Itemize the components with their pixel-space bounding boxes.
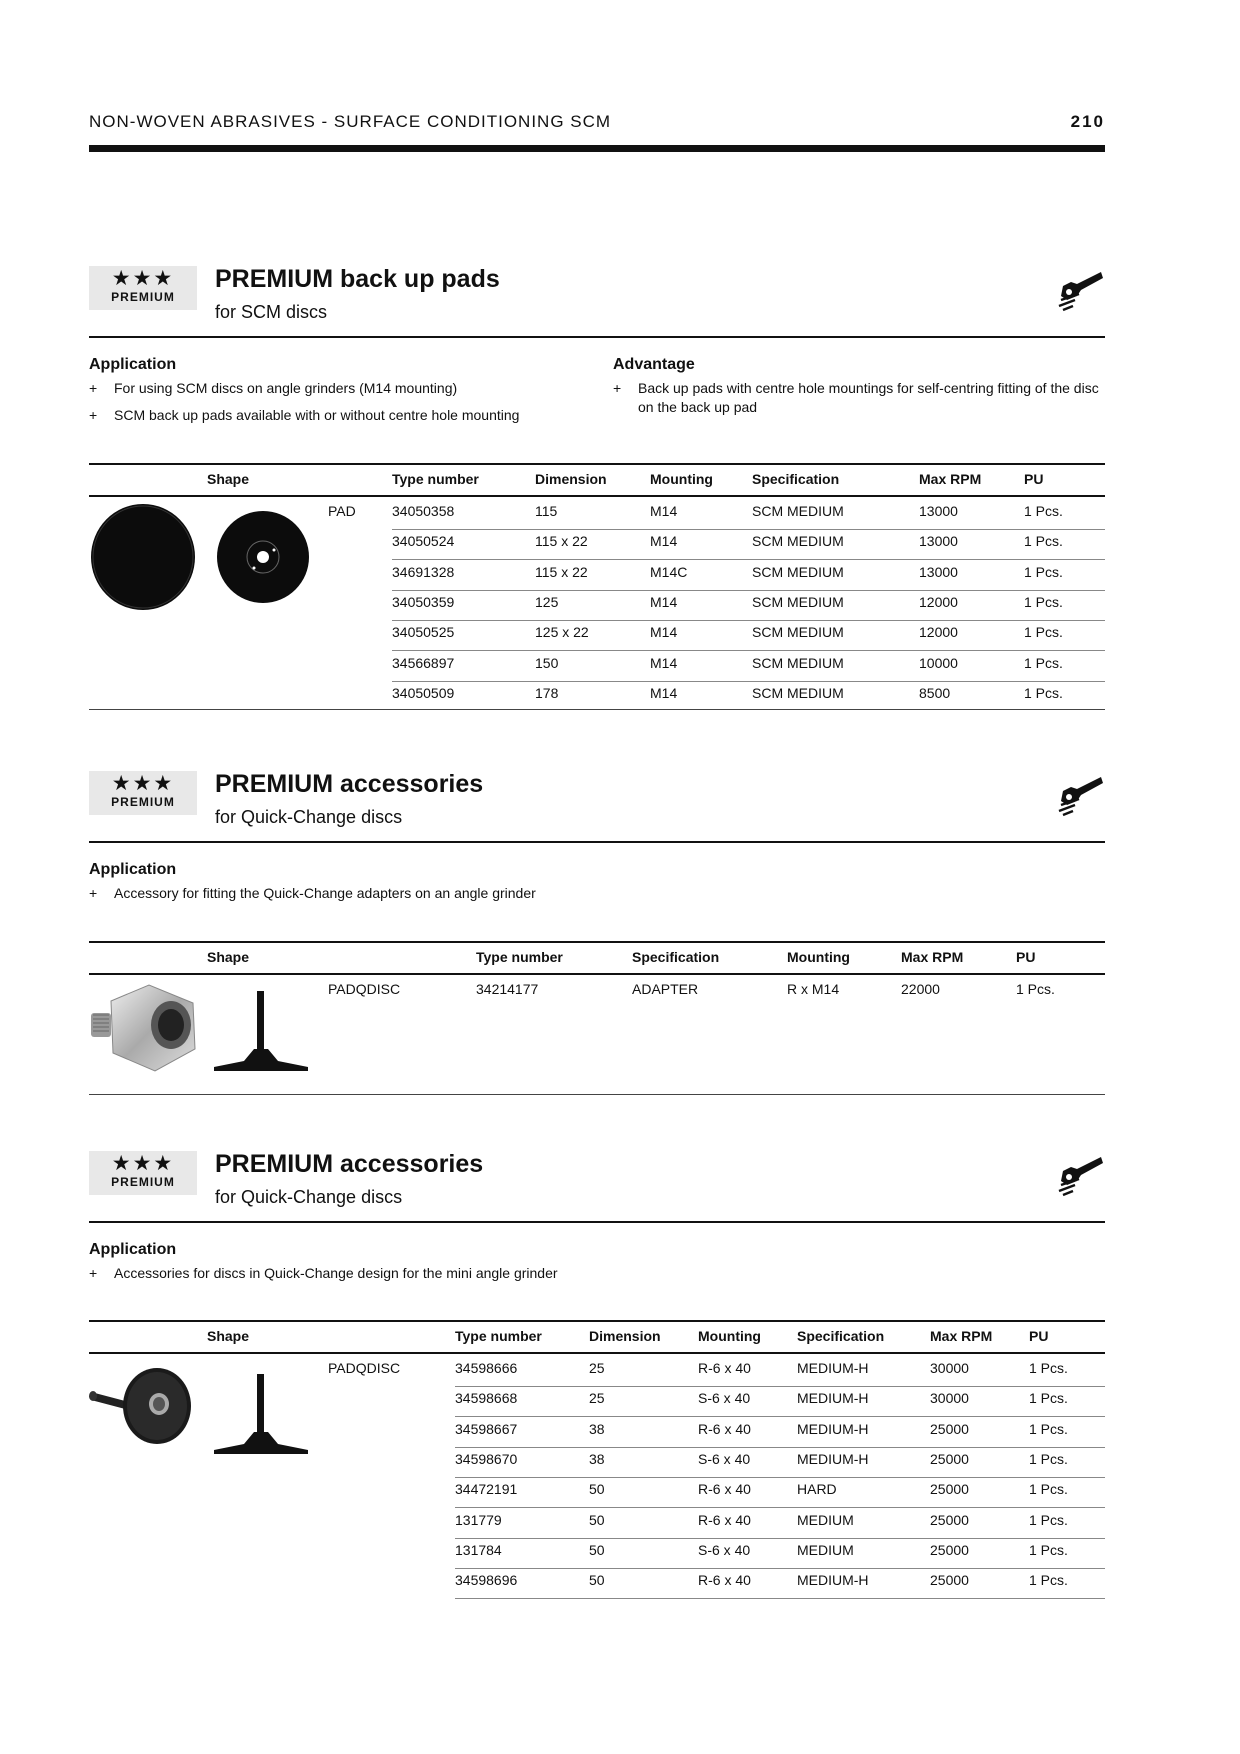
advantage-heading: Advantage <box>613 356 695 373</box>
adapter-image <box>89 979 199 1077</box>
table-cell: S-6 x 40 <box>698 1450 751 1467</box>
table-cell: 50 <box>589 1572 605 1589</box>
table-cell: SCM MEDIUM <box>752 503 844 519</box>
column-header: Mounting <box>787 949 850 965</box>
table-cell: 34598666 <box>455 1360 518 1376</box>
table-cell: 150 <box>535 654 559 671</box>
table-cell: 34691328 <box>392 563 455 580</box>
table-cell: HARD <box>797 1481 837 1498</box>
table-cell: S-6 x 40 <box>698 1541 751 1558</box>
table-cell: R x M14 <box>787 981 840 997</box>
row-divider <box>455 1598 1105 1599</box>
table-cell: 34598670 <box>455 1450 518 1467</box>
row-divider <box>392 620 1105 621</box>
table-cell: R-6 x 40 <box>698 1420 751 1437</box>
row-divider <box>392 529 1105 530</box>
section-subtitle: for Quick-Change discs <box>215 1187 403 1207</box>
table-cell: SCM MEDIUM <box>752 624 844 641</box>
table-cell: M14 <box>650 503 678 519</box>
table-cell: 25000 <box>930 1541 969 1558</box>
table-cell: 13000 <box>919 563 958 580</box>
table-cell: MEDIUM <box>797 1511 854 1528</box>
table-cell: MEDIUM-H <box>797 1572 869 1589</box>
row-divider <box>392 559 1105 560</box>
table-cell: 131779 <box>455 1511 502 1528</box>
table-cell: 34214177 <box>476 981 539 997</box>
table-cell: SCM MEDIUM <box>752 533 844 550</box>
table-cell: 1 Pcs. <box>1016 981 1055 997</box>
table-cell: SCM MEDIUM <box>752 593 844 610</box>
section-title: PREMIUM accessories <box>215 770 484 798</box>
angle-grinder-icon <box>1057 1155 1103 1199</box>
table-cell: 115 x 22 <box>535 533 588 550</box>
table-cell: 1 Pcs. <box>1024 563 1063 580</box>
table-cell: 38 <box>589 1420 605 1437</box>
table-cell: 30000 <box>930 1360 969 1376</box>
table-cell: 38 <box>589 1450 605 1467</box>
column-header-shape: Shape <box>207 471 250 487</box>
column-header: PU <box>1024 471 1044 487</box>
table-cell: 50 <box>589 1481 605 1498</box>
column-header: Specification <box>632 949 720 965</box>
running-header-title: NON-WOVEN ABRASIVES - SURFACE CONDITIONING SCM <box>89 112 612 131</box>
table-cell: 1 Pcs. <box>1029 1420 1068 1437</box>
page-number: 210 <box>1070 112 1105 131</box>
table-cell: 30000 <box>930 1390 969 1407</box>
section-subtitle: for Quick-Change discs <box>215 807 403 827</box>
section-title: PREMIUM back up pads <box>215 265 500 293</box>
shape-name: PADQDISC <box>328 1360 401 1376</box>
column-header: Dimension <box>589 1328 661 1344</box>
table-cell: MEDIUM-H <box>797 1390 869 1407</box>
running-header <box>89 112 1105 134</box>
column-header: Specification <box>752 471 840 487</box>
column-header-shape: Shape <box>207 1328 250 1344</box>
table-cell: 125 x 22 <box>535 624 589 641</box>
table-cell: 125 <box>535 593 559 610</box>
table-cell: 1 Pcs. <box>1029 1572 1068 1589</box>
column-header: Type number <box>455 1328 542 1344</box>
table-cell: R-6 x 40 <box>698 1481 751 1498</box>
row-divider <box>455 1447 1105 1448</box>
column-header-shape: Shape <box>207 949 250 965</box>
table-cell: 1 Pcs. <box>1024 684 1063 701</box>
column-header: Max RPM <box>919 471 982 487</box>
table-cell: M14 <box>650 684 678 701</box>
table-cell: 12000 <box>919 624 958 641</box>
angle-grinder-icon <box>1057 775 1103 819</box>
premium-label: PREMIUM <box>111 290 175 304</box>
column-header: Type number <box>476 949 563 965</box>
table-cell: 178 <box>535 684 559 701</box>
table-cell: 25000 <box>930 1481 969 1498</box>
premium-badge <box>89 266 197 310</box>
table-cell: M14 <box>650 624 678 641</box>
table-cell: 25 <box>589 1390 605 1407</box>
table-cell: MEDIUM-H <box>797 1420 869 1437</box>
premium-badge <box>89 1151 197 1195</box>
table-cell: R-6 x 40 <box>698 1511 751 1528</box>
row-divider <box>392 650 1105 651</box>
application-heading: Application <box>89 861 177 878</box>
table-cell: 12000 <box>919 593 958 610</box>
table-cell: 34472191 <box>455 1481 518 1498</box>
column-header: Mounting <box>698 1328 761 1344</box>
row-divider <box>455 1538 1105 1539</box>
table-cell: 13000 <box>919 533 958 550</box>
header-rule <box>89 145 1105 152</box>
table-cell: 1 Pcs. <box>1029 1450 1068 1467</box>
table-cell: 25 <box>589 1360 605 1376</box>
table-cell: 34566897 <box>392 654 455 671</box>
column-header: PU <box>1016 949 1036 965</box>
table-cell: 1 Pcs. <box>1029 1390 1068 1407</box>
product-table <box>89 1320 1105 1600</box>
row-divider <box>455 1568 1105 1569</box>
table-cell: MEDIUM-H <box>797 1450 869 1467</box>
table-cell: SCM MEDIUM <box>752 684 844 701</box>
row-divider <box>455 1416 1105 1417</box>
table-cell: R-6 x 40 <box>698 1572 751 1589</box>
table-cell: S-6 x 40 <box>698 1390 751 1407</box>
column-header: Type number <box>392 471 479 487</box>
table-cell: 115 <box>535 503 558 519</box>
column-header: Dimension <box>535 471 607 487</box>
table-cell: 1 Pcs. <box>1029 1360 1068 1376</box>
table-cell: 8500 <box>919 684 951 701</box>
table-cell: 1 Pcs. <box>1024 654 1063 671</box>
angle-grinder-icon <box>1057 270 1103 314</box>
mini-backup-pad-image <box>89 1362 195 1448</box>
table-cell: 34050524 <box>392 533 455 550</box>
shape-name: PAD <box>328 503 356 519</box>
table-cell: 34598667 <box>455 1420 518 1437</box>
table-cell: 13000 <box>919 503 958 519</box>
column-header: PU <box>1029 1328 1049 1344</box>
premium-label: PREMIUM <box>111 795 175 809</box>
section-rule <box>89 1221 1105 1223</box>
table-cell: 1 Pcs. <box>1029 1481 1068 1498</box>
table-cell: SCM MEDIUM <box>752 654 844 671</box>
column-header: Max RPM <box>930 1328 993 1344</box>
table-cell: 1 Pcs. <box>1024 503 1063 519</box>
table-cell: 25000 <box>930 1511 969 1528</box>
table-cell: 1 Pcs. <box>1024 624 1063 641</box>
table-cell: MEDIUM <box>797 1541 854 1558</box>
table-cell: 34598668 <box>455 1390 518 1407</box>
stars-icon: ★★★ <box>111 1152 175 1175</box>
column-header: Max RPM <box>901 949 964 965</box>
stars-icon: ★★★ <box>111 267 175 290</box>
product-table <box>89 941 1105 1096</box>
table-cell: 34598696 <box>455 1572 518 1589</box>
backup-pad-image <box>90 503 196 611</box>
table-cell: 1 Pcs. <box>1029 1541 1068 1558</box>
table-cell: M14 <box>650 533 678 550</box>
table-cell: 1 Pcs. <box>1024 533 1063 550</box>
backup-pad-centre-hole-image <box>216 510 310 604</box>
row-divider <box>455 1477 1105 1478</box>
quick-change-pad-profile-image <box>214 991 308 1071</box>
row-divider <box>392 681 1105 682</box>
table-cell: M14 <box>650 654 678 671</box>
table-cell: 34050525 <box>392 624 455 641</box>
application-heading: Application <box>89 1241 177 1258</box>
table-cell: 10000 <box>919 654 958 671</box>
table-cell: 1 Pcs. <box>1029 1511 1068 1528</box>
table-cell: 34050359 <box>392 593 455 610</box>
table-cell: 1 Pcs. <box>1024 593 1063 610</box>
table-cell: 50 <box>589 1511 605 1528</box>
quick-change-pad-profile-image <box>214 1374 308 1454</box>
table-cell: MEDIUM-H <box>797 1360 869 1376</box>
table-cell: M14 <box>650 593 678 610</box>
section-title: PREMIUM accessories <box>215 1150 484 1178</box>
table-cell: 34050509 <box>392 684 455 701</box>
premium-badge <box>89 771 197 815</box>
table-cell: 50 <box>589 1541 605 1558</box>
table-cell: R-6 x 40 <box>698 1360 751 1376</box>
shape-name: PADQDISC <box>328 981 401 997</box>
row-divider <box>455 1386 1105 1387</box>
table-cell: 131784 <box>455 1541 502 1558</box>
stars-icon: ★★★ <box>111 772 175 795</box>
table-cell: 25000 <box>930 1572 969 1589</box>
table-cell: SCM MEDIUM <box>752 563 844 580</box>
section-rule <box>89 336 1105 338</box>
column-header: Specification <box>797 1328 885 1344</box>
row-divider <box>455 1507 1105 1508</box>
application-heading: Application <box>89 356 177 373</box>
column-header: Mounting <box>650 471 713 487</box>
row-divider <box>392 590 1105 591</box>
section-rule <box>89 841 1105 843</box>
table-cell: 25000 <box>930 1420 969 1437</box>
premium-label: PREMIUM <box>111 1175 175 1189</box>
table-cell: 115 x 22 <box>535 563 588 580</box>
table-cell: 22000 <box>901 981 940 997</box>
table-cell: 25000 <box>930 1450 969 1467</box>
table-cell: ADAPTER <box>632 981 699 997</box>
table-cell: M14C <box>650 563 688 580</box>
product-table <box>89 463 1105 711</box>
section-subtitle: for SCM discs <box>215 302 328 322</box>
table-cell: 34050358 <box>392 503 455 519</box>
